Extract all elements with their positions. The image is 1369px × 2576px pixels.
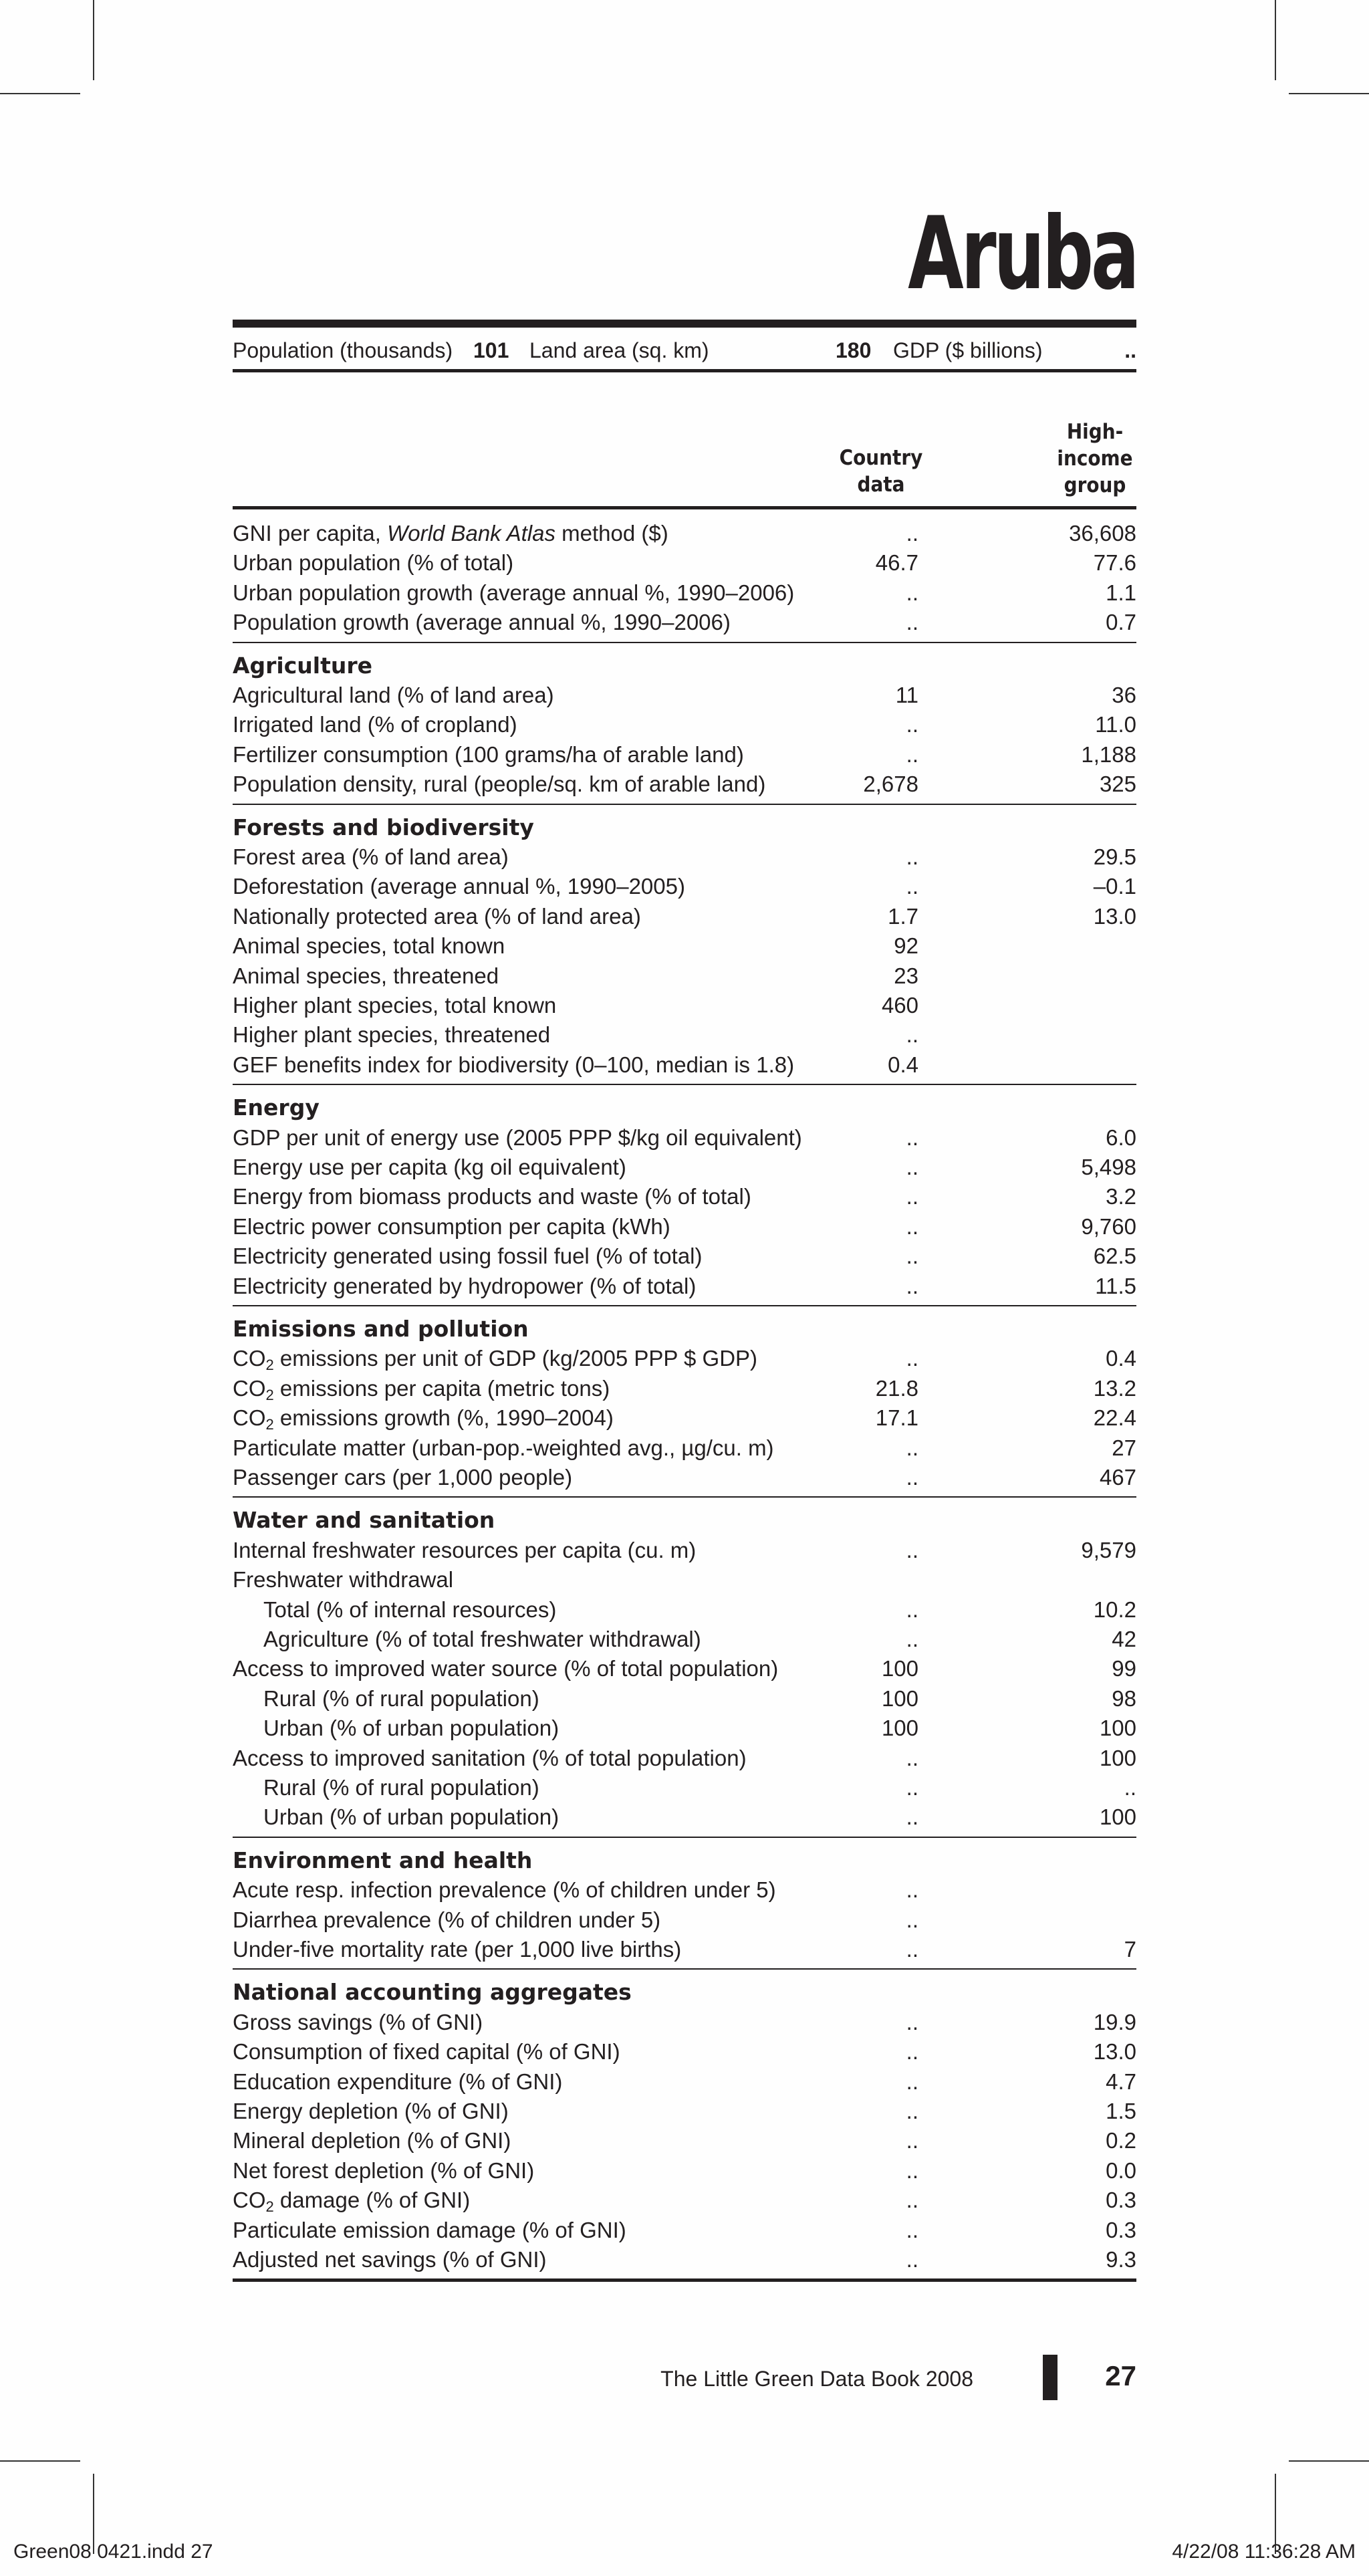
table-row: [233, 1123, 1136, 1153]
table-row: [233, 710, 1136, 739]
country-value: ..: [906, 2009, 918, 2034]
section-rule: [233, 1837, 1136, 1838]
crop-mark: [1289, 93, 1369, 94]
country-value: 100: [881, 1685, 918, 1711]
high-income-value: 1.1: [1106, 580, 1136, 605]
indicator-label: Population growth (average annual %, 1990–2006): [233, 610, 731, 635]
table-row: [233, 1802, 1136, 1832]
high-income-value: 4.7: [1106, 2069, 1136, 2094]
country-value: 100: [881, 1716, 918, 1741]
gdp-label: GDP ($ billions): [893, 338, 1043, 362]
high-income-value: 7: [1124, 1937, 1136, 1962]
section-heading: Water and sanitation: [233, 1507, 495, 1534]
table-row: [233, 2216, 1136, 2245]
indicator-label: Total (% of internal resources): [263, 1597, 557, 1622]
high-income-value: 27: [1112, 1435, 1136, 1460]
indicator-label: Deforestation (average annual %, 1990–2005): [233, 874, 685, 899]
indicator-label: Adjusted net savings (% of GNI): [233, 2247, 547, 2272]
indicator-label: Consumption of fixed capital (% of GNI): [233, 2039, 620, 2065]
high-income-value: 29.5: [1093, 844, 1136, 869]
country-value: ..: [906, 610, 918, 635]
book-title: The Little Green Data Book 2008: [660, 2367, 973, 2391]
country-value: ..: [906, 2039, 918, 2065]
table-row: [233, 608, 1136, 637]
crop-mark: [0, 93, 80, 94]
table-row: [233, 1463, 1136, 1492]
population-value: 101: [473, 338, 509, 362]
country-value: ..: [906, 1465, 918, 1490]
high-income-value: 1.5: [1106, 2099, 1136, 2123]
high-income-value: ..: [1124, 1775, 1136, 1800]
country-value: ..: [906, 2099, 918, 2123]
country-value: 21.8: [875, 1375, 918, 1401]
crop-mark: [93, 0, 94, 80]
table-row: [233, 1020, 1136, 1050]
indicator-label: Urban (% of urban population): [263, 1804, 559, 1830]
indicator-label: Access to improved water source (% of total population): [233, 1656, 779, 1681]
country-value: ..: [906, 1627, 918, 1651]
high-income-value: 42: [1112, 1627, 1136, 1651]
high-income-value: 100: [1099, 1716, 1136, 1741]
country-value: ..: [906, 1937, 918, 1962]
country-value: 460: [881, 993, 918, 1018]
slug-date: 4/22/08 11:36:28 AM: [1172, 2541, 1356, 2563]
high-income-value: 0.3: [1106, 2188, 1136, 2213]
high-income-value: 9,579: [1081, 1537, 1136, 1562]
table-row: [233, 1050, 1136, 1080]
country-value: ..: [906, 521, 918, 546]
table-row: [233, 1625, 1136, 1654]
country-value: ..: [906, 1907, 918, 1932]
indicator-label: Freshwater withdrawal: [233, 1567, 454, 1593]
header-rule: [233, 506, 1136, 509]
indicator-label: $CO_2$ emissions per unit of GDP (kg/2005 PPP $ GDP): [233, 1346, 758, 1374]
country-value: ..: [906, 844, 918, 869]
crop-mark: [0, 2460, 80, 2462]
indicator-label: Population density, rural (people/sq. km of arable land): [233, 772, 766, 797]
country-value: ..: [906, 712, 918, 737]
indicator-label: Access to improved sanitation (% of total population): [233, 1745, 747, 1770]
column-header-high-income: High- income group: [1057, 420, 1133, 497]
indicator-label: Higher plant species, total known: [233, 993, 557, 1018]
section-rule: [233, 642, 1136, 643]
table-row: [233, 1654, 1136, 1683]
indicator-label: Under-five mortality rate (per 1,000 live births): [233, 1937, 682, 1962]
high-income-value: 19.9: [1093, 2009, 1136, 2034]
indicator-label: Gross savings (% of GNI): [233, 2009, 483, 2034]
indicator-label: Particulate matter (urban-pop.-weighted avg., µg/cu. m): [233, 1435, 774, 1460]
country-value: ..: [906, 2247, 918, 2272]
indicator-label: Agricultural land (% of land area): [233, 683, 554, 707]
table-row: [233, 1153, 1136, 1182]
country-value: ..: [906, 1155, 918, 1179]
country-value: 11: [895, 683, 918, 707]
indicator-label: GEF benefits index for biodiversity (0–100, median is 1.8): [233, 1052, 795, 1077]
indicator-label: Urban population growth (average annual %, 1990–2006): [233, 580, 795, 605]
high-income-value: 0.7: [1106, 610, 1136, 635]
page-title: Aruba: [907, 196, 1136, 312]
indicator-label: Energy depletion (% of GNI): [233, 2099, 509, 2123]
table-row: [233, 991, 1136, 1020]
country-value: 46.7: [875, 550, 918, 576]
table-row: [233, 961, 1136, 991]
page-footer: [233, 2355, 1136, 2402]
section-rule: [233, 1968, 1136, 1970]
country-value: 92: [894, 933, 918, 959]
section-rule: [233, 1305, 1136, 1306]
indicator-label: Mineral depletion (% of GNI): [233, 2128, 511, 2153]
table-row: [233, 2126, 1136, 2155]
indicator-label: Electric power consumption per capita (kWh): [233, 1213, 670, 1239]
gdp-value: ..: [1124, 338, 1136, 362]
section-rule: [233, 1084, 1136, 1085]
indicator-label: Higher plant species, threatened: [233, 1022, 551, 1048]
country-value: ..: [906, 2157, 918, 2183]
table-row: [233, 1595, 1136, 1625]
indicator-label: Energy from biomass products and waste (% of total): [233, 1184, 751, 1209]
high-income-value: 9,760: [1081, 1213, 1136, 1239]
high-income-value: 467: [1099, 1465, 1136, 1490]
table-row: [233, 1684, 1136, 1714]
table-row: [233, 740, 1136, 770]
high-income-value: 13.0: [1093, 903, 1136, 929]
table-row: [233, 578, 1136, 608]
country-value: 17.1: [875, 1405, 918, 1431]
country-value: ..: [906, 1125, 918, 1150]
indicator-label: Internal freshwater resources per capita (cu. m): [233, 1537, 697, 1562]
indicator-label: Particulate emission damage (% of GNI): [233, 2217, 626, 2242]
country-value: 2,678: [863, 772, 918, 797]
high-income-value: 13.2: [1093, 1375, 1136, 1401]
table-row: [233, 2097, 1136, 2126]
indicator-label: Acute resp. infection prevalence (% of children under 5): [233, 1877, 776, 1903]
section-rule: [233, 804, 1136, 805]
table-row: [233, 1935, 1136, 1964]
country-value: ..: [906, 2069, 918, 2094]
indicator-label: $CO_2$ emissions growth (%, 1990–2004): [233, 1405, 614, 1433]
indicator-label: Animal species, total known: [233, 933, 505, 959]
indicator-label: Net forest depletion (% of GNI): [233, 2157, 535, 2183]
indicator-label: GNI per capita, World Bank Atlas method ($): [233, 521, 668, 546]
section-heading: Agriculture: [233, 652, 373, 679]
page-number: 27: [1105, 2360, 1136, 2391]
table-row: [233, 1182, 1136, 1211]
indicator-label: Nationally protected area (% of land area): [233, 903, 641, 929]
country-value: ..: [906, 1184, 918, 1209]
table-row: [233, 1744, 1136, 1773]
land-area-value: 180: [836, 338, 872, 362]
table-row: [233, 1433, 1136, 1463]
high-income-value: 36: [1112, 683, 1136, 707]
table-row: [233, 519, 1136, 548]
high-income-value: 100: [1099, 1804, 1136, 1830]
high-income-value: 9.3: [1106, 2247, 1136, 2272]
country-value: ..: [906, 1745, 918, 1770]
high-income-value: 11.5: [1095, 1273, 1136, 1298]
country-value: 1.7: [888, 903, 918, 929]
country-value: ..: [906, 2188, 918, 2213]
table-row: [233, 1344, 1136, 1373]
section-rule: [233, 1496, 1136, 1498]
country-value: 0.4: [888, 1052, 918, 1077]
high-income-value: 13.0: [1093, 2039, 1136, 2065]
indicator-label: Electricity generated by hydropower (% of total): [233, 1273, 697, 1298]
table-row: [233, 2067, 1136, 2097]
table-row: [233, 1773, 1136, 1802]
high-income-value: 77.6: [1093, 550, 1136, 576]
top-rule: [233, 320, 1136, 328]
country-value: ..: [906, 2128, 918, 2153]
country-value: ..: [906, 1213, 918, 1239]
high-income-value: 99: [1112, 1656, 1136, 1681]
table-row: [233, 2245, 1136, 2274]
table-row: [233, 1212, 1136, 1242]
table-row: [233, 1714, 1136, 1743]
country-value: ..: [906, 874, 918, 899]
table-row: [233, 2008, 1136, 2037]
indicator-label: Education expenditure (% of GNI): [233, 2069, 563, 2094]
country-value: 23: [894, 963, 918, 988]
high-income-value: 3.2: [1106, 1184, 1136, 1209]
country-value: ..: [906, 1804, 918, 1830]
indicator-label: Passenger cars (per 1,000 people): [233, 1465, 573, 1490]
section-heading: Emissions and pollution: [233, 1316, 529, 1342]
column-header-country: Country data: [839, 446, 923, 497]
indicator-label: Rural (% of rural population): [263, 1685, 539, 1711]
summary-bar: [233, 332, 1136, 368]
high-income-value: 5,498: [1081, 1155, 1136, 1179]
high-income-value: 0.4: [1106, 1346, 1136, 1371]
table-row: [233, 1242, 1136, 1271]
high-income-value: –0.1: [1093, 874, 1136, 899]
country-value: ..: [906, 1877, 918, 1903]
high-income-value: 0.2: [1106, 2128, 1136, 2153]
high-income-value: 11.0: [1095, 712, 1136, 737]
indicator-label: Fertilizer consumption (100 grams/ha of arable land): [233, 741, 744, 767]
country-value: ..: [906, 1346, 918, 1371]
high-income-value: 22.4: [1093, 1405, 1136, 1431]
crop-mark: [1275, 0, 1276, 80]
table-row: [233, 1536, 1136, 1565]
indicator-label: Animal species, threatened: [233, 963, 499, 988]
table-row: [233, 681, 1136, 710]
high-income-value: 62.5: [1093, 1244, 1136, 1269]
table-row: [233, 1565, 1136, 1595]
country-value: ..: [906, 1022, 918, 1048]
indicator-label: Diarrhea prevalence (% of children under 5): [233, 1907, 661, 1932]
section-heading: National accounting aggregates: [233, 1979, 632, 2006]
section-heading: Energy: [233, 1094, 320, 1121]
country-value: ..: [906, 1597, 918, 1622]
high-income-value: 325: [1099, 772, 1136, 797]
table-row: [233, 2156, 1136, 2186]
country-value: ..: [906, 1775, 918, 1800]
country-value: 100: [881, 1656, 918, 1681]
slug-file: Green08 0421.indd 27: [13, 2541, 213, 2563]
country-value: ..: [906, 580, 918, 605]
high-income-value: 10.2: [1093, 1597, 1136, 1622]
country-value: ..: [906, 1435, 918, 1460]
crop-mark: [1289, 2460, 1369, 2462]
table-row: [233, 2037, 1136, 2067]
indicator-label: Irrigated land (% of cropland): [233, 712, 517, 737]
high-income-value: 0.3: [1106, 2217, 1136, 2242]
country-value: ..: [906, 1273, 918, 1298]
table-row: [233, 872, 1136, 901]
table-row: [233, 2186, 1136, 2215]
high-income-value: 98: [1112, 1685, 1136, 1711]
table-row: [233, 1374, 1136, 1403]
section-heading: Environment and health: [233, 1847, 533, 1873]
indicator-label: $CO_2$ emissions per capita (metric tons): [233, 1375, 610, 1403]
country-value: ..: [906, 741, 918, 767]
table-row: [233, 548, 1136, 578]
country-value: ..: [906, 1537, 918, 1562]
country-value: ..: [906, 2217, 918, 2242]
indicator-label: GDP per unit of energy use (2005 PPP $/kg oil equivalent): [233, 1125, 802, 1150]
table-row: [233, 1403, 1136, 1433]
indicator-label: Electricity generated using fossil fuel (% of total): [233, 1244, 703, 1269]
footer-bar: [1043, 2355, 1057, 2400]
table-bottom-rule: [233, 2278, 1136, 2282]
table-row: [233, 770, 1136, 799]
table-row: [233, 842, 1136, 872]
indicator-label: Agriculture (% of total freshwater withdrawal): [263, 1627, 701, 1651]
population-label: Population (thousands): [233, 338, 453, 362]
high-income-value: 0.0: [1106, 2157, 1136, 2183]
table-row: [233, 1875, 1136, 1905]
land-area-label: Land area (sq. km): [529, 338, 709, 362]
table-row: [233, 902, 1136, 931]
indicator-label: Urban population (% of total): [233, 550, 514, 576]
section-heading: Forests and biodiversity: [233, 814, 534, 840]
high-income-value: 6.0: [1106, 1125, 1136, 1150]
indicator-label: Rural (% of rural population): [263, 1775, 539, 1800]
indicator-label: $CO_2$ damage (% of GNI): [233, 2188, 471, 2216]
table-row: [233, 931, 1136, 961]
table-row: [233, 1272, 1136, 1301]
high-income-value: 1,188: [1081, 741, 1136, 767]
summary-rule: [233, 369, 1136, 372]
indicator-label: Forest area (% of land area): [233, 844, 509, 869]
indicator-label: Energy use per capita (kg oil equivalent): [233, 1155, 626, 1179]
country-value: ..: [906, 1244, 918, 1269]
indicator-label: Urban (% of urban population): [263, 1716, 559, 1741]
table-row: [233, 1905, 1136, 1935]
high-income-value: 100: [1099, 1745, 1136, 1770]
high-income-value: 36,608: [1069, 521, 1136, 546]
